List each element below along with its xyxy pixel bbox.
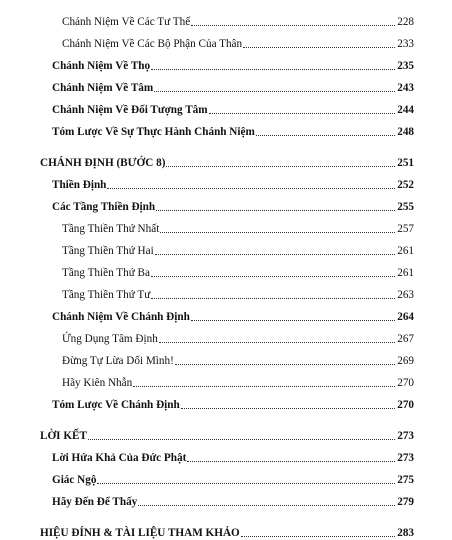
toc-entry-page: 264 xyxy=(397,311,414,323)
toc-entry[interactable] xyxy=(0,258,452,280)
dot-leader xyxy=(107,188,413,189)
toc-entry[interactable] xyxy=(0,236,452,258)
dot-leader xyxy=(151,276,413,277)
dot-leader xyxy=(97,483,413,484)
toc-entry-page: 228 xyxy=(397,16,414,28)
dot-leader xyxy=(160,232,413,233)
toc-entry-page: 251 xyxy=(397,157,414,169)
toc-entry-title: Chánh Niệm Về Các Tư Thế xyxy=(62,16,191,28)
toc-entry[interactable] xyxy=(0,324,452,346)
toc-entry-page: 257 xyxy=(397,223,414,235)
toc-entry-title: Các Tầng Thiền Định xyxy=(52,201,156,213)
toc-entry-title: Đừng Tự Lừa Dối Mình! xyxy=(62,355,174,367)
toc-entry[interactable] xyxy=(0,302,452,324)
toc-entry[interactable] xyxy=(0,346,452,368)
toc-entry[interactable] xyxy=(0,51,452,73)
toc-entry-title: CHÁNH ĐỊNH (BƯỚC 8) xyxy=(40,157,166,169)
toc-entry-title: Tầng Thiền Thứ Nhất xyxy=(62,223,160,235)
dot-leader xyxy=(191,25,413,26)
toc-entry-title: Tóm Lược Về Sự Thực Hành Chánh Niệm xyxy=(52,126,255,138)
toc-entry-page: 269 xyxy=(397,355,414,367)
toc-entry-page: 233 xyxy=(397,38,414,50)
dot-leader xyxy=(243,47,413,48)
toc-entry[interactable] xyxy=(0,95,452,117)
toc-entry[interactable] xyxy=(0,73,452,95)
toc-entry-page: 270 xyxy=(397,399,414,411)
dot-leader xyxy=(187,461,413,462)
toc-entry-page: 252 xyxy=(397,179,414,191)
toc-entry-title: Lời Hứa Khả Của Đức Phật xyxy=(52,452,187,464)
dot-leader xyxy=(155,254,413,255)
toc-entry-title: Chánh Niệm Về Thọ xyxy=(52,60,151,72)
toc-entry-title: Tầng Thiền Thứ Hai xyxy=(62,245,154,257)
toc-entry-title: LỜI KẾT xyxy=(40,430,87,442)
toc-entry-page: 267 xyxy=(397,333,414,345)
dot-leader xyxy=(241,536,413,537)
dot-leader xyxy=(159,342,413,343)
dot-leader xyxy=(166,166,413,167)
toc-entry-title: Thiền Định xyxy=(52,179,107,191)
toc-entry[interactable] xyxy=(0,487,452,509)
toc-chapter-entry[interactable] xyxy=(0,148,452,170)
toc-entry-page: 235 xyxy=(397,60,414,72)
toc-entry-title: Tầng Thiền Thứ Tư xyxy=(62,289,151,301)
toc-entry-title: Chánh Niệm Về Đối Tượng Tâm xyxy=(52,104,208,116)
dot-leader xyxy=(151,298,413,299)
toc-entry-page: 261 xyxy=(397,245,414,257)
toc-entry[interactable] xyxy=(0,390,452,412)
toc-entry[interactable] xyxy=(0,214,452,236)
toc-entry-title: Chánh Niệm Về Tâm xyxy=(52,82,154,94)
dot-leader xyxy=(151,69,413,70)
toc-entry[interactable] xyxy=(0,7,452,29)
dot-leader xyxy=(138,505,413,506)
toc-entry-title: Tóm Lược Về Chánh Định xyxy=(52,399,180,411)
dot-leader xyxy=(175,364,413,365)
toc-entry-page: 263 xyxy=(397,289,414,301)
toc-entry[interactable] xyxy=(0,170,452,192)
toc-entry[interactable] xyxy=(0,29,452,51)
table-of-contents xyxy=(0,7,452,540)
toc-entry-page: 283 xyxy=(397,527,414,539)
dot-leader xyxy=(191,320,413,321)
toc-entry-page: 261 xyxy=(397,267,414,279)
toc-entry-page: 275 xyxy=(397,474,414,486)
dot-leader xyxy=(88,439,413,440)
toc-entry-page: 255 xyxy=(397,201,414,213)
toc-entry-title: Ứng Dụng Tâm Định xyxy=(62,333,158,345)
toc-chapter-entry[interactable] xyxy=(0,518,452,540)
toc-entry[interactable] xyxy=(0,192,452,214)
toc-entry-page: 244 xyxy=(397,104,414,116)
toc-chapter-entry[interactable] xyxy=(0,421,452,443)
toc-entry-title: HIỆU ĐÍNH & TÀI LIỆU THAM KHẢO xyxy=(40,527,240,539)
dot-leader xyxy=(256,135,413,136)
dot-leader xyxy=(133,386,413,387)
toc-entry[interactable] xyxy=(0,443,452,465)
toc-entry-page: 243 xyxy=(397,82,414,94)
toc-entry[interactable] xyxy=(0,368,452,390)
dot-leader xyxy=(156,210,413,211)
toc-entry-page: 273 xyxy=(397,430,414,442)
toc-entry-page: 270 xyxy=(397,377,414,389)
toc-entry-title: Tầng Thiền Thứ Ba xyxy=(62,267,150,279)
toc-entry-title: Hãy Kiên Nhẫn xyxy=(62,377,133,389)
dot-leader xyxy=(154,91,413,92)
toc-entry-title: Chánh Niệm Về Các Bộ Phận Của Thân xyxy=(62,38,243,50)
dot-leader xyxy=(209,113,413,114)
dot-leader xyxy=(181,408,413,409)
toc-entry[interactable] xyxy=(0,280,452,302)
toc-entry-title: Chánh Niệm Về Chánh Định xyxy=(52,311,190,323)
toc-entry-page: 279 xyxy=(397,496,414,508)
toc-entry-page: 273 xyxy=(397,452,414,464)
toc-entry[interactable] xyxy=(0,465,452,487)
toc-entry-title: Hãy Đến Để Thấy xyxy=(52,496,138,508)
toc-entry[interactable] xyxy=(0,117,452,139)
toc-entry-page: 248 xyxy=(397,126,414,138)
toc-entry-title: Giác Ngộ xyxy=(52,474,97,486)
